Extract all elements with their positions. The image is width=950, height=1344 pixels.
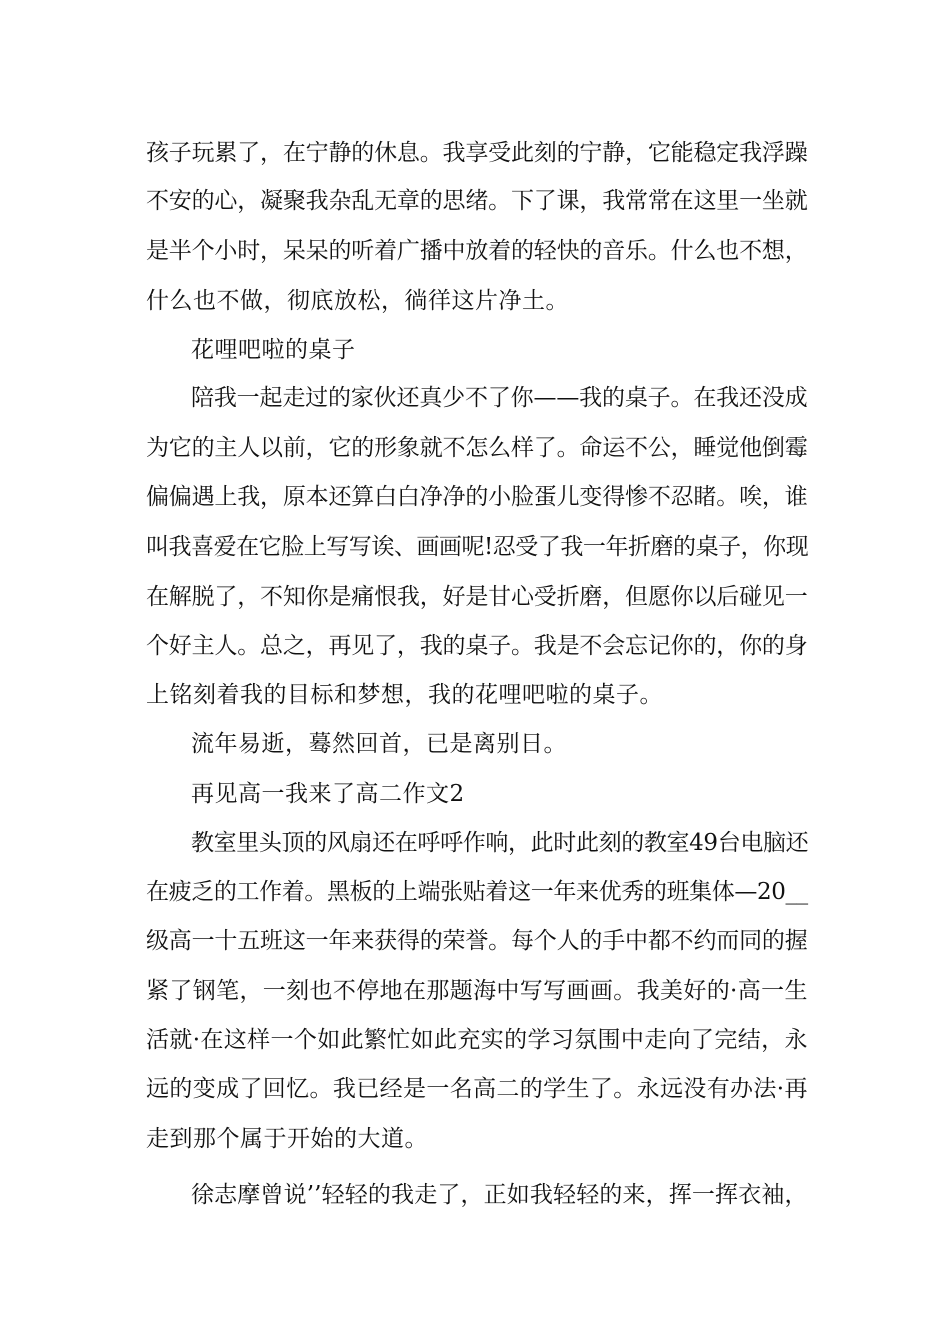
body-line: 个好主人。总之，再见了，我的桌子。我是不会忘记你的，你的身 xyxy=(146,633,808,659)
body-line: 为它的主人以前，它的形象就不怎么样了。命运不公，睡觉他倒霉 xyxy=(146,435,808,461)
essay-title: 再见高一我来了高二作文2 xyxy=(191,781,465,807)
body-line: 活就·在这样一个如此繁忙如此充实的学习氛围中走向了完结，永 xyxy=(146,1027,808,1053)
body-line: 不安的心，凝聚我杂乱无章的思绪。下了课，我常常在这里一坐就 xyxy=(146,188,808,214)
body-line: 陪我一起走过的家伙还真少不了你——我的桌子。在我还没成 xyxy=(191,385,808,411)
body-line: 是半个小时，呆呆的听着广播中放着的轻快的音乐。什么也不想， xyxy=(146,238,808,264)
body-line: 教室里头顶的风扇还在呼呼作响，此时此刻的教室49台电脑还 xyxy=(191,830,809,856)
body-line: 孩子玩累了，在宁静的休息。我享受此刻的宁静，它能稳定我浮躁 xyxy=(146,140,808,166)
body-line: 在疲乏的工作着。黑板的上端张贴着这一年来优秀的班集体—20__ xyxy=(146,879,808,905)
body-line: 叫我喜爱在它脸上写写诶、画画呢!忍受了我一年折磨的桌子，你现 xyxy=(146,534,809,560)
body-line: 什么也不做，彻底放松，徜徉这片净土。 xyxy=(146,288,569,314)
body-line: 级高一十五班这一年来获得的荣誉。每个人的手中都不约而同的握 xyxy=(146,928,808,954)
body-line: 远的变成了回忆。我已经是一名高二的学生了。永远没有办法·再 xyxy=(146,1076,808,1102)
body-line: 偏偏遇上我，原本还算白白净净的小脸蛋儿变得惨不忍睹。唉，谁 xyxy=(146,484,808,510)
body-line: 徐志摩曾说’’轻轻的我走了，正如我轻轻的来，挥一挥衣袖， xyxy=(191,1182,808,1208)
body-line: 在解脱了，不知你是痛恨我，好是甘心受折磨，但愿你以后碰见一 xyxy=(146,584,808,610)
body-line: 流年易逝，蓦然回首，已是离别日。 xyxy=(191,731,567,757)
body-line: 走到那个属于开始的大道。 xyxy=(146,1126,428,1152)
body-line: 上铭刻着我的目标和梦想，我的花哩吧啦的桌子。 xyxy=(146,682,663,708)
section-heading: 花哩吧啦的桌子 xyxy=(191,337,356,363)
body-line: 紧了钢笔，一刻也不停地在那题海中写写画画。我美好的·高一生 xyxy=(146,978,808,1004)
